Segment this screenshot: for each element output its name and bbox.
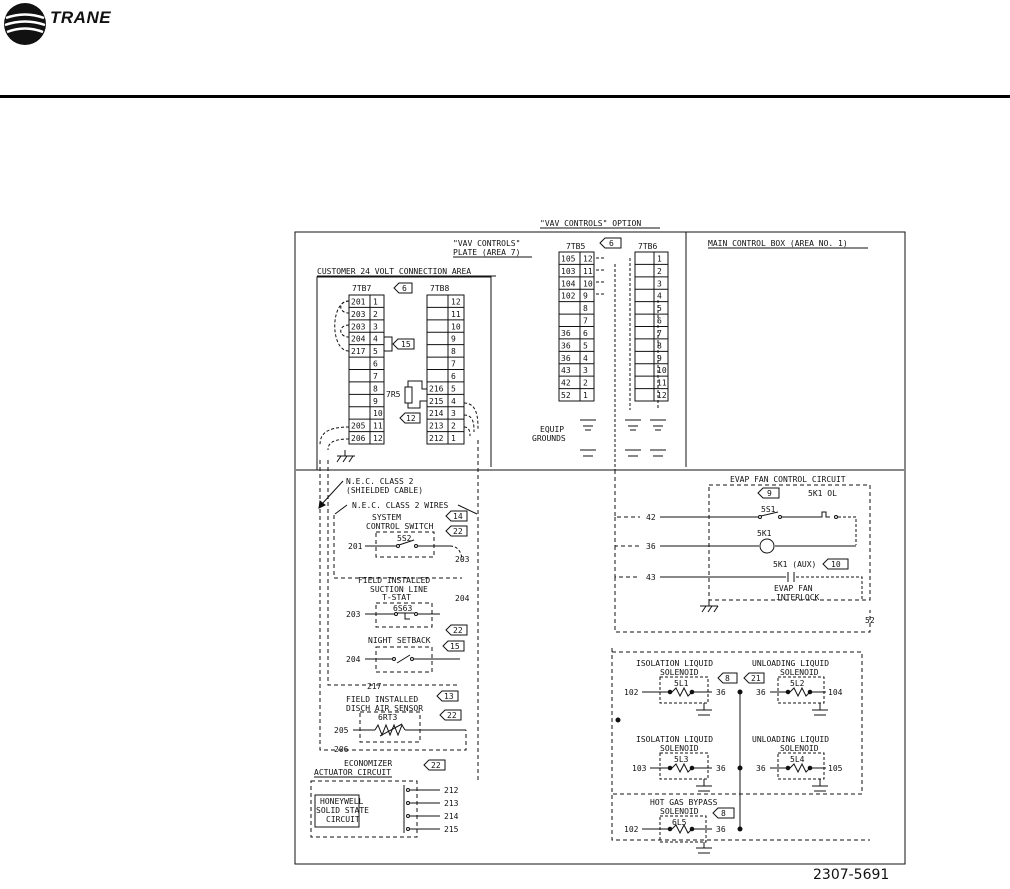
sys-switch-line2: CONTROL SWITCH: [366, 522, 434, 531]
tb7-terminal-number: 3: [373, 322, 378, 332]
hgb-left: 102: [624, 825, 639, 834]
customer-area-label: CUSTOMER 24 VOLT CONNECTION AREA: [317, 267, 472, 276]
equip-ground-icons: [580, 420, 666, 456]
tb5-wire-number: 42: [561, 378, 571, 388]
sys-switch-line1: SYSTEM: [372, 513, 401, 522]
tb6-name: 7TB6: [638, 242, 658, 251]
evap-w52: 52: [865, 616, 875, 625]
main-box-label: MAIN CONTROL BOX (AREA NO. 1): [708, 239, 848, 248]
tb5-terminal-number: 10: [583, 279, 593, 289]
unl1-line1: UNLOADING LIQUID: [752, 659, 830, 668]
tb5-terminal-number: 2: [583, 378, 588, 388]
tb6-terminal-number: 10: [657, 366, 667, 376]
econ-box-2: SOLID STATE: [316, 806, 369, 815]
vav-plate-line2: PLATE (AREA 7): [453, 248, 521, 257]
tb7-terminal-number: 7: [373, 371, 378, 381]
suction-line-tstat: [346, 576, 470, 635]
econ-wire-number: 213: [444, 799, 459, 808]
tb5-wire-number: 105: [561, 254, 576, 264]
solenoid-unl2: [752, 735, 843, 791]
tb7-wire-number: 204: [351, 334, 366, 344]
tb7-wire-number: 205: [351, 421, 366, 431]
tb8-name: 7TB8: [430, 284, 450, 293]
tb5-wire-number: 36: [561, 341, 571, 351]
iso1-line2: SOLENOID: [660, 668, 699, 677]
tb5-wire-number: 36: [561, 328, 571, 338]
tb7-wire-number: 206: [351, 434, 366, 443]
equip-grounds-2: GROUNDS: [532, 434, 566, 443]
suction-line2: SUCTION LINE: [370, 585, 428, 594]
tb5-terminal-number: 9: [583, 291, 588, 301]
disch-line1: FIELD INSTALLED: [346, 695, 419, 704]
tb5-terminal-number: 8: [583, 304, 588, 314]
tb7-wire-number: 201: [351, 297, 366, 307]
option-title: "VAV CONTROLS" OPTION: [540, 219, 642, 228]
tb6-terminal-number: 2: [657, 266, 662, 276]
tb5-wire-number: 36: [561, 353, 571, 363]
tb8-terminal-number: 7: [451, 359, 456, 369]
tb7-ref: 6: [402, 284, 407, 293]
tb7-ref15: 15: [401, 340, 411, 349]
evap-w43: 43: [646, 573, 656, 582]
resistor-7r5: [386, 381, 427, 423]
econ-ref: 22: [431, 761, 441, 770]
terminal-block-7tb5: [559, 238, 621, 401]
disch-line2: DISCH AIR SENSOR: [346, 704, 424, 713]
night-setback: [346, 636, 464, 691]
hgb-ref: 8: [721, 809, 726, 818]
evap-title: EVAP FAN CONTROL CIRCUIT: [730, 475, 846, 484]
system-control-switch: [348, 511, 470, 564]
econ-wire-number: 215: [444, 825, 459, 834]
tb7-terminal-number: 9: [373, 396, 378, 406]
tb6-terminal-number: 11: [657, 378, 667, 388]
iso1-line1: ISOLATION LIQUID: [636, 659, 714, 668]
tb5-terminal-number: 4: [583, 353, 588, 363]
tb8-wire-number: 212: [429, 434, 444, 443]
setback-label: NIGHT SETBACK: [368, 636, 431, 645]
tb6-terminal-number: 7: [657, 328, 662, 338]
disch-air-sensor: [334, 691, 466, 754]
setback-left: 204: [346, 655, 361, 664]
tb6-terminal-number: 6: [657, 316, 662, 326]
tb8-terminal-number: 12: [451, 297, 461, 307]
evap-ol: 5K1 OL: [808, 489, 837, 498]
tb8-terminal-number: 6: [451, 371, 456, 381]
tb5-wire-number: 104: [561, 279, 576, 289]
evap-k1: 5K1: [757, 529, 772, 538]
tb8-wire-number: 216: [429, 384, 444, 394]
tb5-wire-number: 103: [561, 266, 576, 276]
tb5-terminal-number: 7: [583, 316, 588, 326]
tb7-terminal-number: 6: [373, 359, 378, 369]
terminal-block-7tb6: [635, 242, 668, 401]
setback-bottom: 217: [367, 682, 382, 691]
evap-fan-control: [646, 475, 875, 625]
customer-area-box: [317, 277, 491, 470]
tb7-wire-number: 217: [351, 347, 366, 357]
suction-ref: 22: [453, 626, 463, 635]
iso1-right: 36: [716, 688, 726, 697]
sys-switch-left: 201: [348, 542, 363, 551]
evap-aux: 5K1 (AUX): [773, 560, 817, 569]
tb8-wire-number: 214: [429, 409, 444, 419]
iso2-id: 5L3: [674, 755, 689, 764]
econ-terminal: [407, 828, 410, 831]
tb5-terminal-number: 5: [583, 341, 588, 351]
unl1-line2: SOLENOID: [780, 668, 819, 677]
evap-w36: 36: [646, 542, 656, 551]
suction-line3: T-STAT: [382, 593, 411, 602]
solenoid-iso1: [624, 659, 737, 715]
solenoid-unl1: [744, 659, 843, 715]
tb7-terminal-number: 8: [373, 384, 378, 394]
tb7-wire-number: 203: [351, 309, 366, 319]
iso2-left: 103: [632, 764, 647, 773]
hgb-line1: HOT GAS BYPASS: [650, 798, 718, 807]
right-dashed-wires: [612, 470, 870, 840]
iso1-ref: 8: [725, 674, 730, 683]
tb8-terminal-number: 1: [451, 434, 456, 443]
tb8-wire-number: 215: [429, 396, 444, 406]
nec-wires: N.E.C. CLASS 2 WIRES: [352, 501, 449, 510]
tb6-terminal-number: 12: [657, 391, 667, 400]
sys-switch-ref2: 22: [453, 527, 463, 536]
disch-left: 205: [334, 726, 349, 735]
tb8-terminal-number: 4: [451, 396, 456, 406]
evap-s1: 5S1: [761, 505, 776, 514]
document-number: 2307-5691: [813, 867, 890, 883]
tb8-terminal-number: 3: [451, 409, 456, 419]
tb5-ref: 6: [609, 239, 614, 248]
iso2-line1: ISOLATION LIQUID: [636, 735, 714, 744]
tb8-terminal-number: 8: [451, 347, 456, 357]
vav-plate-line1: "VAV CONTROLS": [453, 239, 521, 248]
tb7-terminal-number: 11: [373, 421, 383, 431]
unl2-line1: UNLOADING LIQUID: [752, 735, 830, 744]
tb5-name: 7TB5: [566, 242, 586, 251]
unl1-left: 36: [756, 688, 766, 697]
unl1-right: 104: [828, 688, 843, 697]
econ-wire-number: 212: [444, 786, 459, 795]
econ-terminal: [407, 789, 410, 792]
tb7-name: 7TB7: [352, 284, 372, 293]
economizer-circuit: [311, 759, 459, 837]
setback-ref: 15: [450, 642, 460, 651]
tb7-terminal-number: 1: [373, 297, 378, 307]
unl1-ref: 21: [751, 674, 761, 683]
evap-ref: 9: [767, 489, 772, 498]
suction-line1: FIELD INSTALLED: [358, 576, 431, 585]
disch-bottom: 206: [334, 745, 349, 754]
tb7-ground-icon: [337, 450, 355, 462]
unl2-right: 105: [828, 764, 843, 773]
iso2-right: 36: [716, 764, 726, 773]
suction-left: 203: [346, 610, 361, 619]
tb5-terminal-number: 11: [583, 266, 593, 276]
unl1-id: 5L2: [790, 679, 805, 688]
tb6-terminal-number: 9: [657, 353, 662, 363]
rs-label: 7R5: [386, 390, 401, 399]
suction-right: 204: [455, 594, 470, 603]
nec-shielded-2: (SHIELDED CABLE): [346, 486, 424, 495]
tb5-terminal-number: 6: [583, 328, 588, 338]
tb7-terminal-number: 4: [373, 334, 378, 344]
sys-switch-right: 203: [455, 555, 470, 564]
tb5-terminal-number: 3: [583, 366, 588, 376]
econ-box-3: CIRCUIT: [326, 815, 360, 824]
econ-wire-number: 214: [444, 812, 459, 821]
terminal-block-7tb8: [427, 284, 464, 444]
solenoid-iso2: [632, 735, 726, 791]
iso1-id: 5L1: [674, 679, 689, 688]
disch-id: 6RT3: [378, 713, 398, 722]
tb6-terminal-number: 3: [657, 279, 662, 289]
sys-switch-id: 5S2: [397, 534, 412, 543]
econ-box-1: HONEYWELL: [320, 797, 364, 806]
tb5-terminal-number: 12: [583, 254, 593, 264]
tb8-terminal-number: 9: [451, 334, 456, 344]
unl2-left: 36: [756, 764, 766, 773]
equip-grounds-1: EQUIP: [540, 425, 565, 434]
tb6-terminal-number: 5: [657, 304, 662, 314]
tb6-terminal-number: 8: [657, 341, 662, 351]
tb7-terminal-number: 2: [373, 309, 378, 319]
evap-w42: 42: [646, 513, 656, 522]
tb5-wire-number: 43: [561, 366, 571, 376]
tb6-terminal-number: 4: [657, 291, 662, 301]
sys-switch-ref1: 14: [453, 512, 463, 521]
iso1-left: 102: [624, 688, 639, 697]
solenoid-hgb: [624, 798, 734, 853]
hgb-line2: SOLENOID: [660, 807, 699, 816]
tb7-wire-number: 203: [351, 322, 366, 332]
tb8-terminal-number: 5: [451, 384, 456, 394]
rs-ref: 12: [406, 414, 416, 423]
econ-terminal: [407, 815, 410, 818]
nec-shielded-1: N.E.C. CLASS 2: [346, 477, 414, 486]
unl2-line2: SOLENOID: [780, 744, 819, 753]
econ-line1: ECONOMIZER: [344, 759, 393, 768]
hgb-id: 6L5: [672, 818, 687, 827]
disch-ref2: 22: [447, 711, 457, 720]
brand-name: TRANE: [50, 8, 112, 27]
tb8-terminal-number: 2: [451, 421, 456, 431]
hgb-right: 36: [716, 825, 726, 834]
tb8-wire-number: 213: [429, 421, 444, 431]
tb7-terminal-number: 10: [373, 409, 383, 419]
evap-interlock-2: INTERLOCK: [776, 593, 820, 602]
suction-id: 6S63: [393, 604, 413, 613]
econ-line2: ACTUATOR CIRCUIT: [314, 768, 392, 777]
tb8-terminal-number: 10: [451, 322, 461, 332]
econ-terminal: [407, 802, 410, 805]
evap-interlock-1: EVAP FAN: [774, 584, 813, 593]
tb8-terminal-number: 11: [451, 309, 461, 319]
tb5-wire-number: 52: [561, 391, 571, 400]
unl2-id: 5L4: [790, 755, 805, 764]
tb7-terminal-number: 12: [373, 434, 383, 443]
evap-aux-ref: 10: [831, 560, 841, 569]
tb5-wire-number: 102: [561, 291, 576, 301]
tb6-terminal-number: 1: [657, 254, 662, 264]
tb7-terminal-number: 5: [373, 347, 378, 357]
tb5-terminal-number: 1: [583, 391, 588, 400]
disch-ref1: 13: [444, 692, 454, 701]
iso2-line2: SOLENOID: [660, 744, 699, 753]
